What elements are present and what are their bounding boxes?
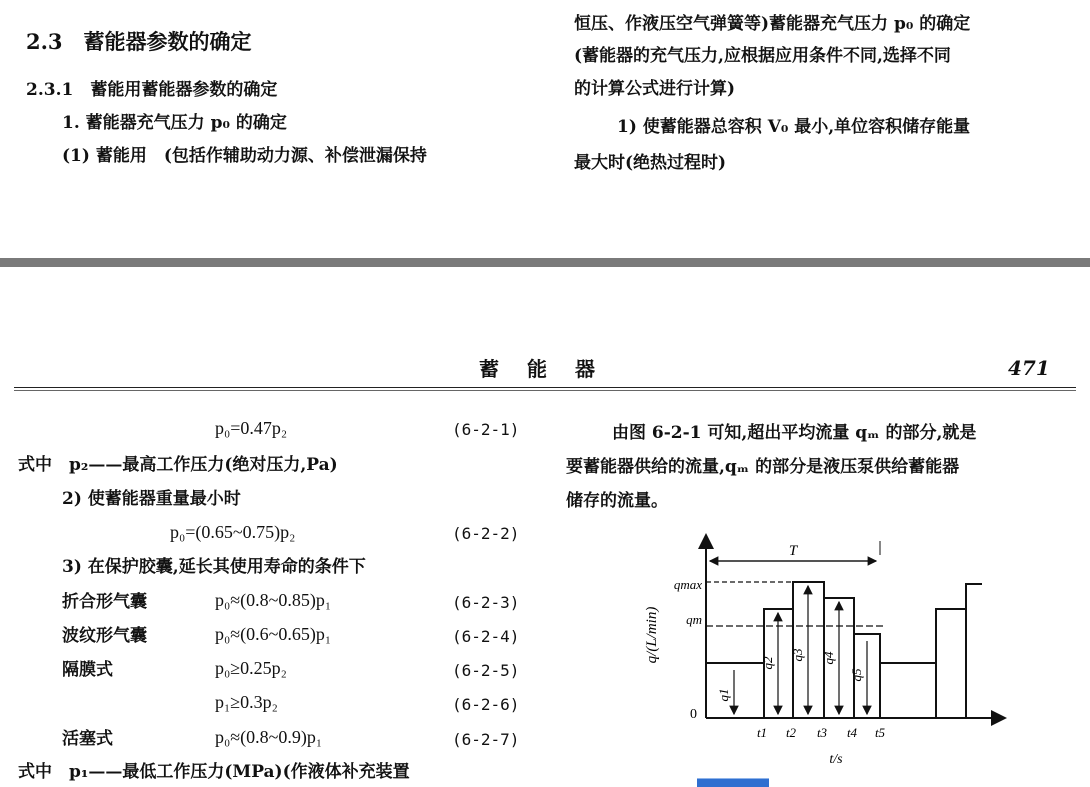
q1-label: q1 xyxy=(716,688,731,702)
equation-number: (6-2-1) xyxy=(452,420,520,439)
page-header-title: 蓄 能 器 xyxy=(479,357,599,381)
q3-label: q3 xyxy=(790,648,805,662)
equation-6-2-4: p₀≈(0.6~0.65)p₁ xyxy=(215,624,332,644)
equation-number: (6-2-7) xyxy=(452,730,520,749)
qmax-label: qmax xyxy=(673,577,702,592)
equation-6-2-5: p₀≥0.25p₂ xyxy=(215,658,287,678)
right-line-5: 最大时(绝热过程时) xyxy=(574,153,727,173)
page-separator xyxy=(0,258,1090,267)
where-p2: 式中 p₂——最高工作压力(绝对压力,Pa) xyxy=(18,455,338,475)
equation-6-2-1: p₀=0.47p₂ xyxy=(215,418,288,438)
para-line-2: 要蓄能器供给的流量,qₘ 的部分是液压泵供给蓄能器 xyxy=(566,457,960,477)
label-diaphragm: 隔膜式 xyxy=(62,660,113,680)
flow-step-curve xyxy=(706,582,982,718)
equation-number: (6-2-5) xyxy=(452,661,520,680)
t5-label: t5 xyxy=(874,725,886,740)
where-p1: 式中 p₁——最低工作压力(MPa)(作液体补充装置 xyxy=(18,762,410,782)
x-axis-label: t/s xyxy=(829,752,843,767)
equation-number: (6-2-4) xyxy=(452,627,520,646)
equation-number: (6-2-6) xyxy=(452,695,520,714)
header-rule xyxy=(14,387,1076,388)
case-3: 3) 在保护胶囊,延长其使用寿命的条件下 xyxy=(62,557,366,577)
right-line-3: 的计算公式进行计算) xyxy=(574,79,736,99)
equation-6-2-6: p₁≥0.3p₂ xyxy=(215,692,278,712)
label-fold-bladder: 折合形气囊 xyxy=(62,592,147,612)
q4-label: q4 xyxy=(821,651,836,665)
header-rule-2 xyxy=(14,390,1076,391)
para-line-1: 由图 6-2-1 可知,超出平均流量 qₘ 的部分,就是 xyxy=(612,423,977,443)
label-piston: 活塞式 xyxy=(62,729,113,749)
section-heading: 2.3 蓄能器参数的确定 xyxy=(26,29,252,54)
subsection-heading: 2.3.1 蓄能用蓄能器参数的确定 xyxy=(26,80,278,100)
origin-label: 0 xyxy=(690,707,697,722)
para-line-3: 储存的流量。 xyxy=(566,491,668,511)
t3-label: t3 xyxy=(816,725,828,740)
page-number: 471 xyxy=(1008,356,1050,380)
right-line-1: 恒压、作液压空气弹簧等)蓄能器充气压力 p₀ 的确定 xyxy=(574,14,971,34)
t4-label: t4 xyxy=(846,725,858,740)
case-2: 2) 使蓄能器重量最小时 xyxy=(62,489,241,509)
period-label: T xyxy=(788,543,798,559)
label-wave-bladder: 波纹形气囊 xyxy=(62,626,147,646)
item-2: (1) 蓄能用 (包括作辅助动力源、补偿泄漏保持 xyxy=(62,146,427,166)
equation-6-2-2: p₀=(0.65~0.75)p₂ xyxy=(170,522,296,542)
q5-label: q5 xyxy=(849,668,864,682)
y-axis-label: q/(L/min) xyxy=(644,606,660,664)
t1-label: t1 xyxy=(756,725,768,740)
equation-number: (6-2-3) xyxy=(452,593,520,612)
qm-label: qm xyxy=(686,612,702,627)
flow-diagram xyxy=(630,525,1010,770)
right-line-2: (蓄能器的充气压力,应根据应用条件不同,选择不同 xyxy=(574,46,951,66)
equation-6-2-3: p₀≈(0.8~0.85)p₁ xyxy=(215,590,332,610)
t2-label: t2 xyxy=(785,725,797,740)
equation-6-2-7: p₀≈(0.8~0.9)p₁ xyxy=(215,727,323,747)
equation-number: (6-2-2) xyxy=(452,524,520,543)
item-1: 1. 蓄能器充气压力 p₀ 的确定 xyxy=(62,113,287,133)
right-line-4: 1) 使蓄能器总容积 V₀ 最小,单位容积储存能量 xyxy=(617,117,971,137)
q2-label: q2 xyxy=(760,656,775,670)
